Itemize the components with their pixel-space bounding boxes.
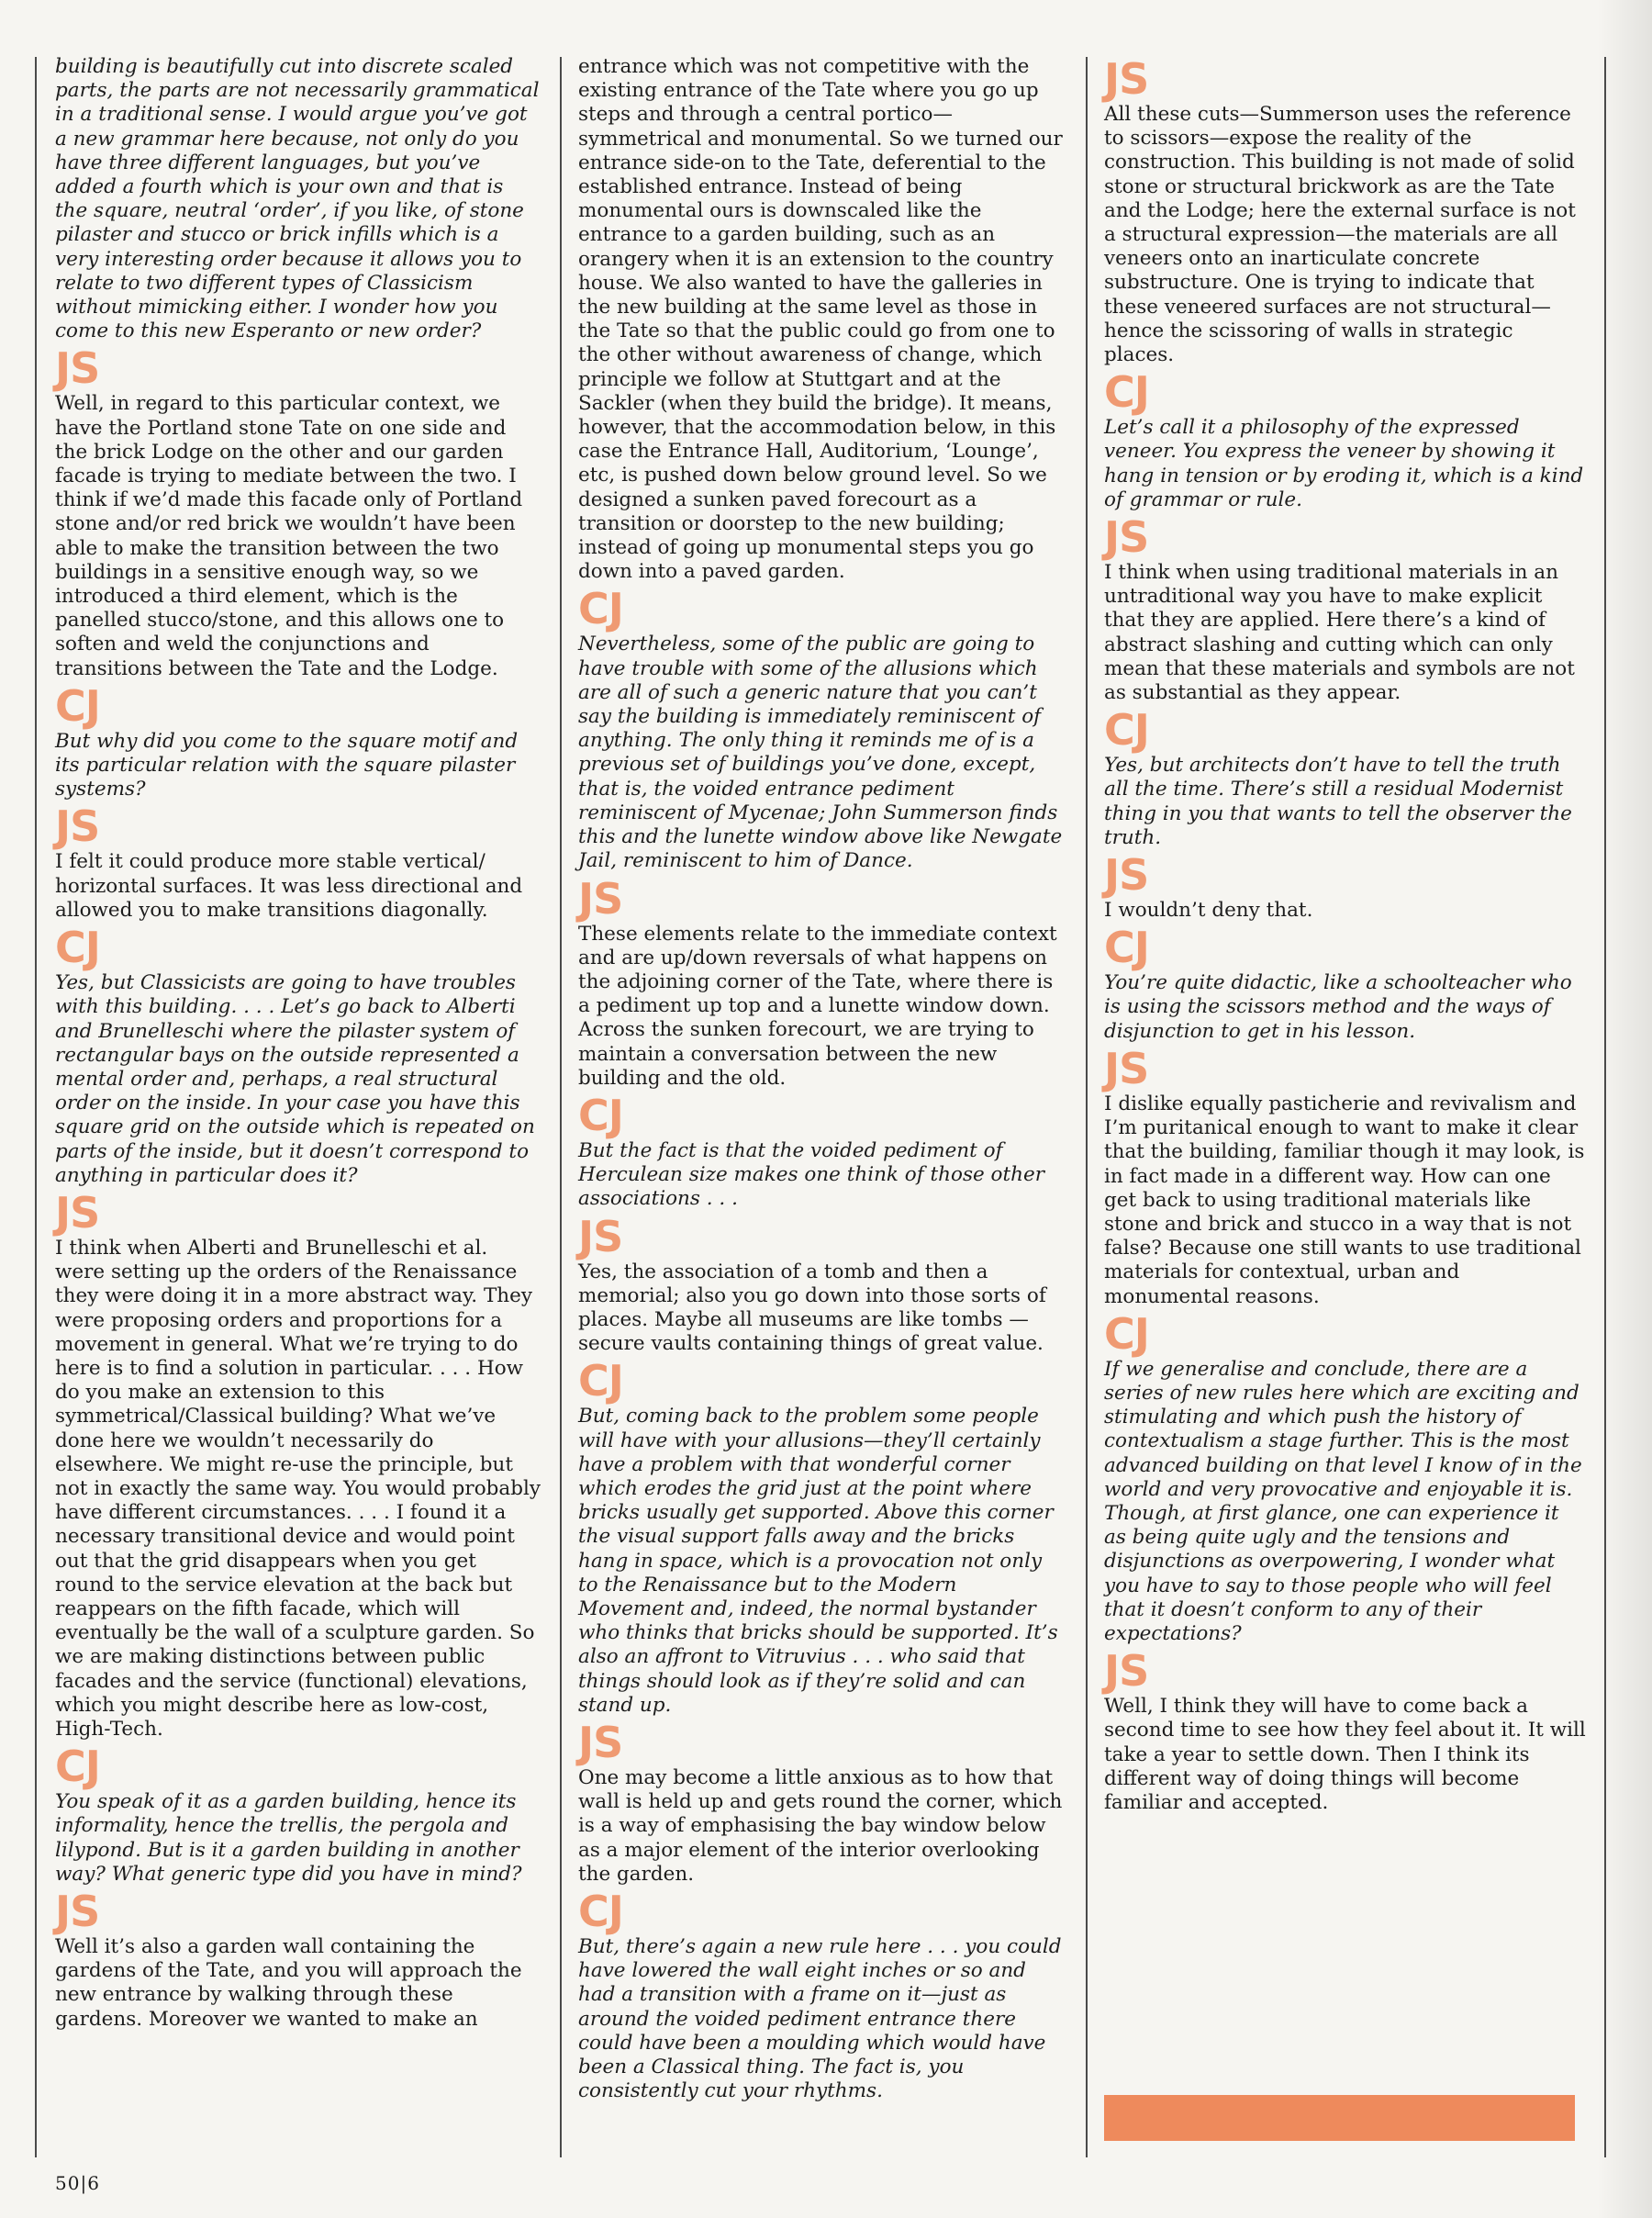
column-rule (560, 57, 562, 2157)
question-paragraph: But, coming back to the problem some people will have with your allusions—they’ll certainly have a problem with that wonderful corner which erodes the grid just at the point where bricks usually get supported. Above this corner the visual support falls away and the bricks hang in space, which is a provocation not only to the Renaissance but to the Modern Movement and, indeed, the normal bystander who thinks that bricks should be supported. It’s also an affront to Vitruvius . . . who said that things should look as if they’re solid and can stand up. (578, 1405, 1058, 1717)
speaker-initials: JS (578, 1211, 623, 1261)
answer-paragraph: I felt it could produce more stable vertical/ horizontal surfaces. It was less directional and allowed you to make transitions diagonally. (55, 850, 523, 922)
column-rule (35, 57, 37, 2157)
speaker-initials: CJ (578, 1090, 623, 1140)
answer-paragraph: These elements relate to the immediate context and are up/down reversals of what happens on the adjoining corner of the Tate, where there is a pediment up top and a lunette window down. Across the sunken forecourt, we are trying to maintain a conversation between the new building and the old. (578, 922, 1057, 1090)
question-paragraph: Yes, but Classicists are going to have troubles with this building. . . . Let’s go back to Alberti and Brunelleschi where the pilaster system of rectangular bays on the outside represented a mental order and, perhaps, a real structural order on the inside. In your case you have this square grid on the outside which is repeated on parts of the inside, but it doesn’t correspond to anything in particular does it? (55, 971, 535, 1187)
page-number: 50|6 (55, 2172, 100, 2194)
speaker-initials: JS (578, 1717, 623, 1767)
answer-paragraph: All these cuts—Summerson uses the reference to scissors—expose the reality of the construction. This building is not made of solid stone or structural brickwork as are the Tate and the Lodge; here the external surface is not a structural expression—the materials are all veneers onto an inarticulate concrete substructure. One is trying to indicate that these veneered surfaces are not structural—hence the scissoring of walls in strategic places. (1104, 103, 1576, 367)
speaker-initials: JS (1104, 850, 1149, 901)
question-paragraph: building is beautifully cut into discrete scaled parts, the parts are not necessarily grammatical in a traditional sense. I would argue you’ve got a new grammar here because, not only do you have three different languages, but you’ve added a fourth which is your own and that is the square, neutral ‘order’, if you like, of stone pilaster and stucco or brick infills which is a very interesting order because it allows you to relate to two different types of Classicism without mimicking either. I wonder how you come to this new Esperanto or new order? (55, 55, 540, 343)
text-column-3 (1104, 55, 1586, 1816)
question-paragraph: But, there’s again a new rule here . . . you could have lowered the wall eight inches or so and had a transition with a frame on it—just as around the voided pediment entrance there could have been a moulding which would have been a Classical thing. The fact is, you consistently cut your rhythms. (578, 1935, 1062, 2103)
speaker-initials: CJ (55, 680, 100, 731)
speaker-initials: JS (55, 1887, 100, 1936)
speaker-initials: JS (578, 873, 623, 924)
answer-paragraph: Well, I think they will have to come back a second time to see how they feel about it. It will take a year to settle down. Then I think its different way of doing things will become familiar and accepted. (1104, 1695, 1586, 1814)
question-paragraph: But why did you come to the square motif and its particular relation with the square pilaster systems? (55, 729, 519, 801)
speaker-initials: CJ (1104, 705, 1149, 756)
answer-paragraph: I think when Alberti and Brunelleschi et al. were setting up the orders of the Renaissance they were doing it in a more abstract way. They were proposing orders and proportions for a movement in general. What we’re trying to do here is to find a solution in particular. . . . How do you make an extension to this symmetrical/Classical building? What we’ve done here we wouldn’t necessarily do elsewhere. We might re-use the principle, but not in exactly the same way. You would probably have different circumstances. . . . I found it a necessary transitional device and would point out that the grid disappears when you get round to the service elevation at the back but reappears on the fifth facade, which will eventually be the wall of a sculpture garden. So we are making distinctions between public facades and the service (functional) elevations, which you might describe here as low-cost, High-Tech. (55, 1236, 541, 1741)
speaker-initials: JS (55, 801, 100, 852)
answer-paragraph: I dislike equally pasticherie and revivalism and I’m puritanical enough to want to make it clear that the building, familiar though it may look, is in fact made in a different way. How can one get back to using traditional materials like stone and brick and stucco in a way that is not false? Because one still wants to use traditional materials for contextual, urban and monumental reasons. (1104, 1092, 1585, 1308)
column-rule (1604, 57, 1606, 2157)
question-paragraph: But the fact is that the voided pediment of Herculean size makes one think of those other associations . . . (578, 1138, 1044, 1211)
question-paragraph: Nevertheless, some of the public are going to have trouble with some of the allusions which are all of such a generic nature that you can’t say the building is immediately reminiscent of anything. The only thing it reminds me of is a previous set of buildings you’ve done, except, that is, the voided entrance pediment reminiscent of Mycenae; John Summerson finds this and the lunette window above like Newgate Jail, reminiscent to him of Dance. (578, 633, 1063, 873)
text-column-1 (55, 55, 541, 2033)
question-paragraph: If we generalise and conclude, there are a series of new rules here which are exciting and stimulating and which push the history of contextualism a stage further. This is the most advanced building on that level I know of in the world and very provocative and enjoyable it is. Though, at first glance, one can experience it as being quite ugly and the tensions and disjunctions as overpowering, I wonder what you have to say to those people who will feel that it doesn’t conform to any of their expectations? (1104, 1357, 1582, 1645)
speaker-initials: JS (1104, 1043, 1149, 1093)
question-paragraph: Yes, but architects don’t have to tell the truth all the time. There’s still a residual Modernist thing in you that wants to tell the observer the truth. (1104, 754, 1572, 849)
answer-paragraph: I wouldn’t deny that. (1104, 899, 1313, 923)
speaker-initials: CJ (55, 1742, 100, 1792)
speaker-initials: CJ (578, 1887, 623, 1936)
speaker-initials: CJ (55, 923, 100, 973)
answer-paragraph: One may become a little anxious as to how that wall is held up and gets round the corner, which is a way of emphasising the bay window below as a major element of the interior overlooking the garden. (578, 1765, 1063, 1886)
question-paragraph: You speak of it as a garden building, hence its informality, hence the trellis, the pergola and lilypond. But is it a garden building in another way? What generic type did you have in mind? (55, 1790, 522, 1886)
answer-paragraph: Well it’s also a garden wall containing the gardens of the Tate, and you will approach the new entrance by walking through these gardens. Moreover we wanted to make an (55, 1935, 522, 2031)
speaker-initials: CJ (1104, 1308, 1149, 1359)
speaker-initials: CJ (578, 1356, 623, 1406)
speaker-initials: JS (55, 1187, 100, 1238)
answer-paragraph: I think when using traditional materials in an untraditional way you have to make explicit that they are applied. Here there’s a kind of abstract slashing and cutting which can only mean that these materials and symbols are not as substantial as they appear. (1104, 561, 1575, 705)
answer-paragraph: entrance which was not competitive with the existing entrance of the Tate where you go up steps and through a central portico—symmetrical and monumental. So we turned our entrance side-on to the Tate, deferential to the established entrance. Instead of being monumental ours is downscaled like the entrance to a garden building, such as an orangery when it is an extension to the country house. We also wanted to have the galleries in the new building at the same level as those in the Tate so that the public could go from one to the other without awareness of change, which principle we follow at Stuttgart and at the Sackler (when they build the bridge). It means, however, that the accommodation below, in this case the Entrance Hall, Auditorium, ‘Lounge’, etc, is pushed down below ground level. So we designed a sunken paved forecourt as a transition or doorstep to the new building; instead of going up monumental steps you go down into a paved garden. (578, 55, 1063, 584)
speaker-initials: JS (1104, 1646, 1149, 1697)
speaker-initials: CJ (578, 584, 623, 634)
speaker-initials: JS (1104, 54, 1149, 104)
speaker-initials: JS (1104, 512, 1149, 563)
column-rule (1086, 57, 1088, 2157)
question-paragraph: You’re quite didactic, like a schoolteacher who is using the scissors method and the ways of disjunction to get in his lesson. (1104, 971, 1572, 1043)
question-paragraph: Let’s call it a philosophy of the expressed veneer. You express the veneer by showing it hang in tension or by eroding it, which is a kind of grammar or rule. (1104, 416, 1584, 511)
text-column-2 (578, 55, 1065, 2104)
speaker-initials: JS (55, 343, 100, 394)
speaker-initials: CJ (1104, 923, 1149, 973)
answer-paragraph: Well, in regard to this particular context, we have the Portland stone Tate on one side and the brick Lodge on the other and our garden facade is trying to mediate between the two. I think if we’d made this facade only of Portland stone and/or red brick we wouldn’t have been able to make the transition between the two buildings in a sensitive enough way, so we introduced a third element, which is the panelled stucco/stone, and this allows one to soften and weld the conjunctions and transitions between the Tate and the Lodge. (55, 392, 523, 680)
answer-paragraph: Yes, the association of a tomb and then a memorial; also you go down into those sorts of places. Maybe all museums are like tombs —secure vaults containing things of great value. (578, 1260, 1046, 1356)
speaker-initials: CJ (1104, 367, 1149, 418)
orange-accent-bar (1104, 2095, 1575, 2141)
